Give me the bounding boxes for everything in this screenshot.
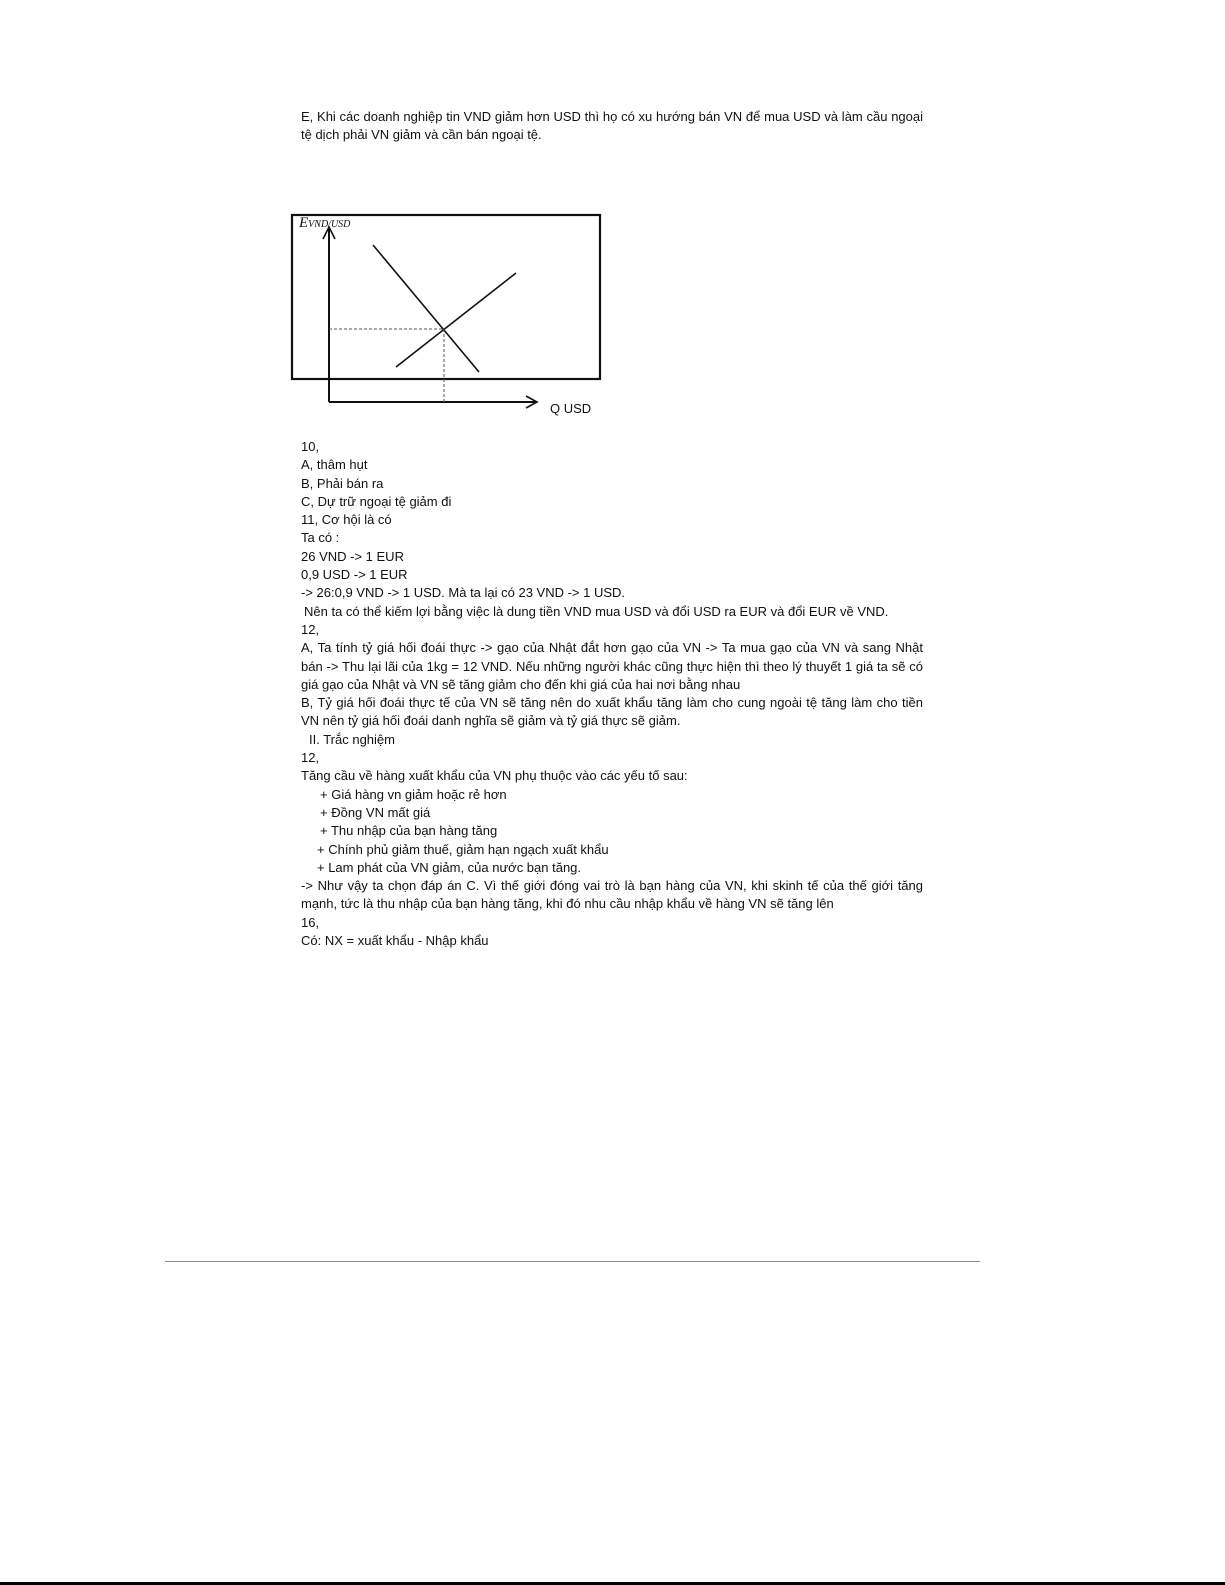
text-line: -> 26:0,9 VND -> 1 USD. Mà ta lại có 23 VND -> 1 USD.	[301, 585, 626, 601]
text-line: Tăng cầu về hàng xuất khẩu của VN phụ thuộc vào các yếu tố sau:	[301, 768, 688, 784]
text-line: 26 VND -> 1 EUR	[301, 548, 404, 564]
text-line: 0,9 USD -> 1 EUR	[301, 567, 408, 583]
text-line: 11, Cơ hội là có	[301, 512, 392, 528]
demand-curve	[373, 245, 479, 372]
y-axis-label-main: E	[299, 215, 309, 231]
text-paragraph: A, Ta tính tỷ giá hối đoái thực -> gạo của Nhật đắt hơn gạo của VN -> Ta mua gạo của VN và sang Nhật bán -> Thu lại lãi của 1kg = 12 VND. Nếu những người khác cũng thực hiện thì theo lý thuyết 1 giá ta sẽ có giá gạo của Nhật và VN sẽ tăng giảm cho đến khi giá của hai nơi bằng nhau	[301, 640, 923, 692]
text-line: 12,	[301, 750, 320, 766]
y-axis-label-sub: VND/USD	[308, 219, 351, 230]
text-line: Ta có :	[301, 530, 340, 546]
bullet-item: + Chính phủ giảm thuế, giảm hạn ngạch xuất khẩu	[317, 841, 609, 857]
text-paragraph: B, Tỷ giá hối đoái thực tế của VN sẽ tăng nên do xuất khẩu tăng làm cho cung ngoài tệ tăng làm cho tiền VN nên tỷ giá hối đoái danh nghĩa sẽ giảm và tỷ giá thực sẽ giảm.	[301, 695, 923, 729]
bullet-item: + Đồng VN mất giá	[320, 804, 431, 820]
footer-divider	[165, 1261, 980, 1262]
diagram-frame	[292, 215, 600, 379]
text-line: 16,	[301, 914, 320, 930]
supply-curve	[396, 273, 516, 367]
text-paragraph: -> Như vậy ta chọn đáp án C. Vì thế giới đóng vai trò là bạn hàng của VN, khi skinh tế của thế giới tăng mạnh, tức là thu nhập của bạn hàng tăng, khi đó nhu cầu nhập khẩu về hàng VN sẽ tăng lên	[301, 878, 923, 912]
text-line: A, thâm hụt	[301, 457, 368, 473]
intro-paragraph: E, Khi các doanh nghiệp tin VND giảm hơn USD thì họ có xu hướng bán VN để mua USD và làm cầu ngoại tệ dịch phải VN giảm và cần bán ngoại tệ.	[301, 109, 923, 142]
diagram-svg	[290, 212, 610, 428]
section-heading: II. Trắc nghiệm	[309, 731, 395, 747]
bullet-item: + Thu nhập của bạn hàng tăng	[320, 823, 498, 839]
text-line: 12,	[301, 621, 320, 637]
text-line: B, Phải bán ra	[301, 475, 384, 491]
bullet-item: + Giá hàng vn giảm hoặc rẻ hơn	[320, 786, 507, 802]
text-line: Nên ta có thể kiếm lợi bằng việc là dung tiền VND mua USD và đổi USD ra EUR và đổi EUR về VND.	[304, 603, 889, 619]
y-axis-label	[299, 215, 350, 233]
text-line: Có: NX = xuất khẩu - Nhập khẩu	[301, 933, 489, 949]
text-line: 10,	[301, 439, 320, 454]
answer-text	[301, 438, 923, 950]
text-line: C, Dự trữ ngoại tệ giảm đi	[301, 493, 452, 509]
exchange-rate-diagram	[290, 212, 610, 428]
x-axis-label: Q USD	[550, 401, 592, 416]
bullet-item: + Lam phát của VN giảm, của nước bạn tăng.	[317, 859, 582, 875]
